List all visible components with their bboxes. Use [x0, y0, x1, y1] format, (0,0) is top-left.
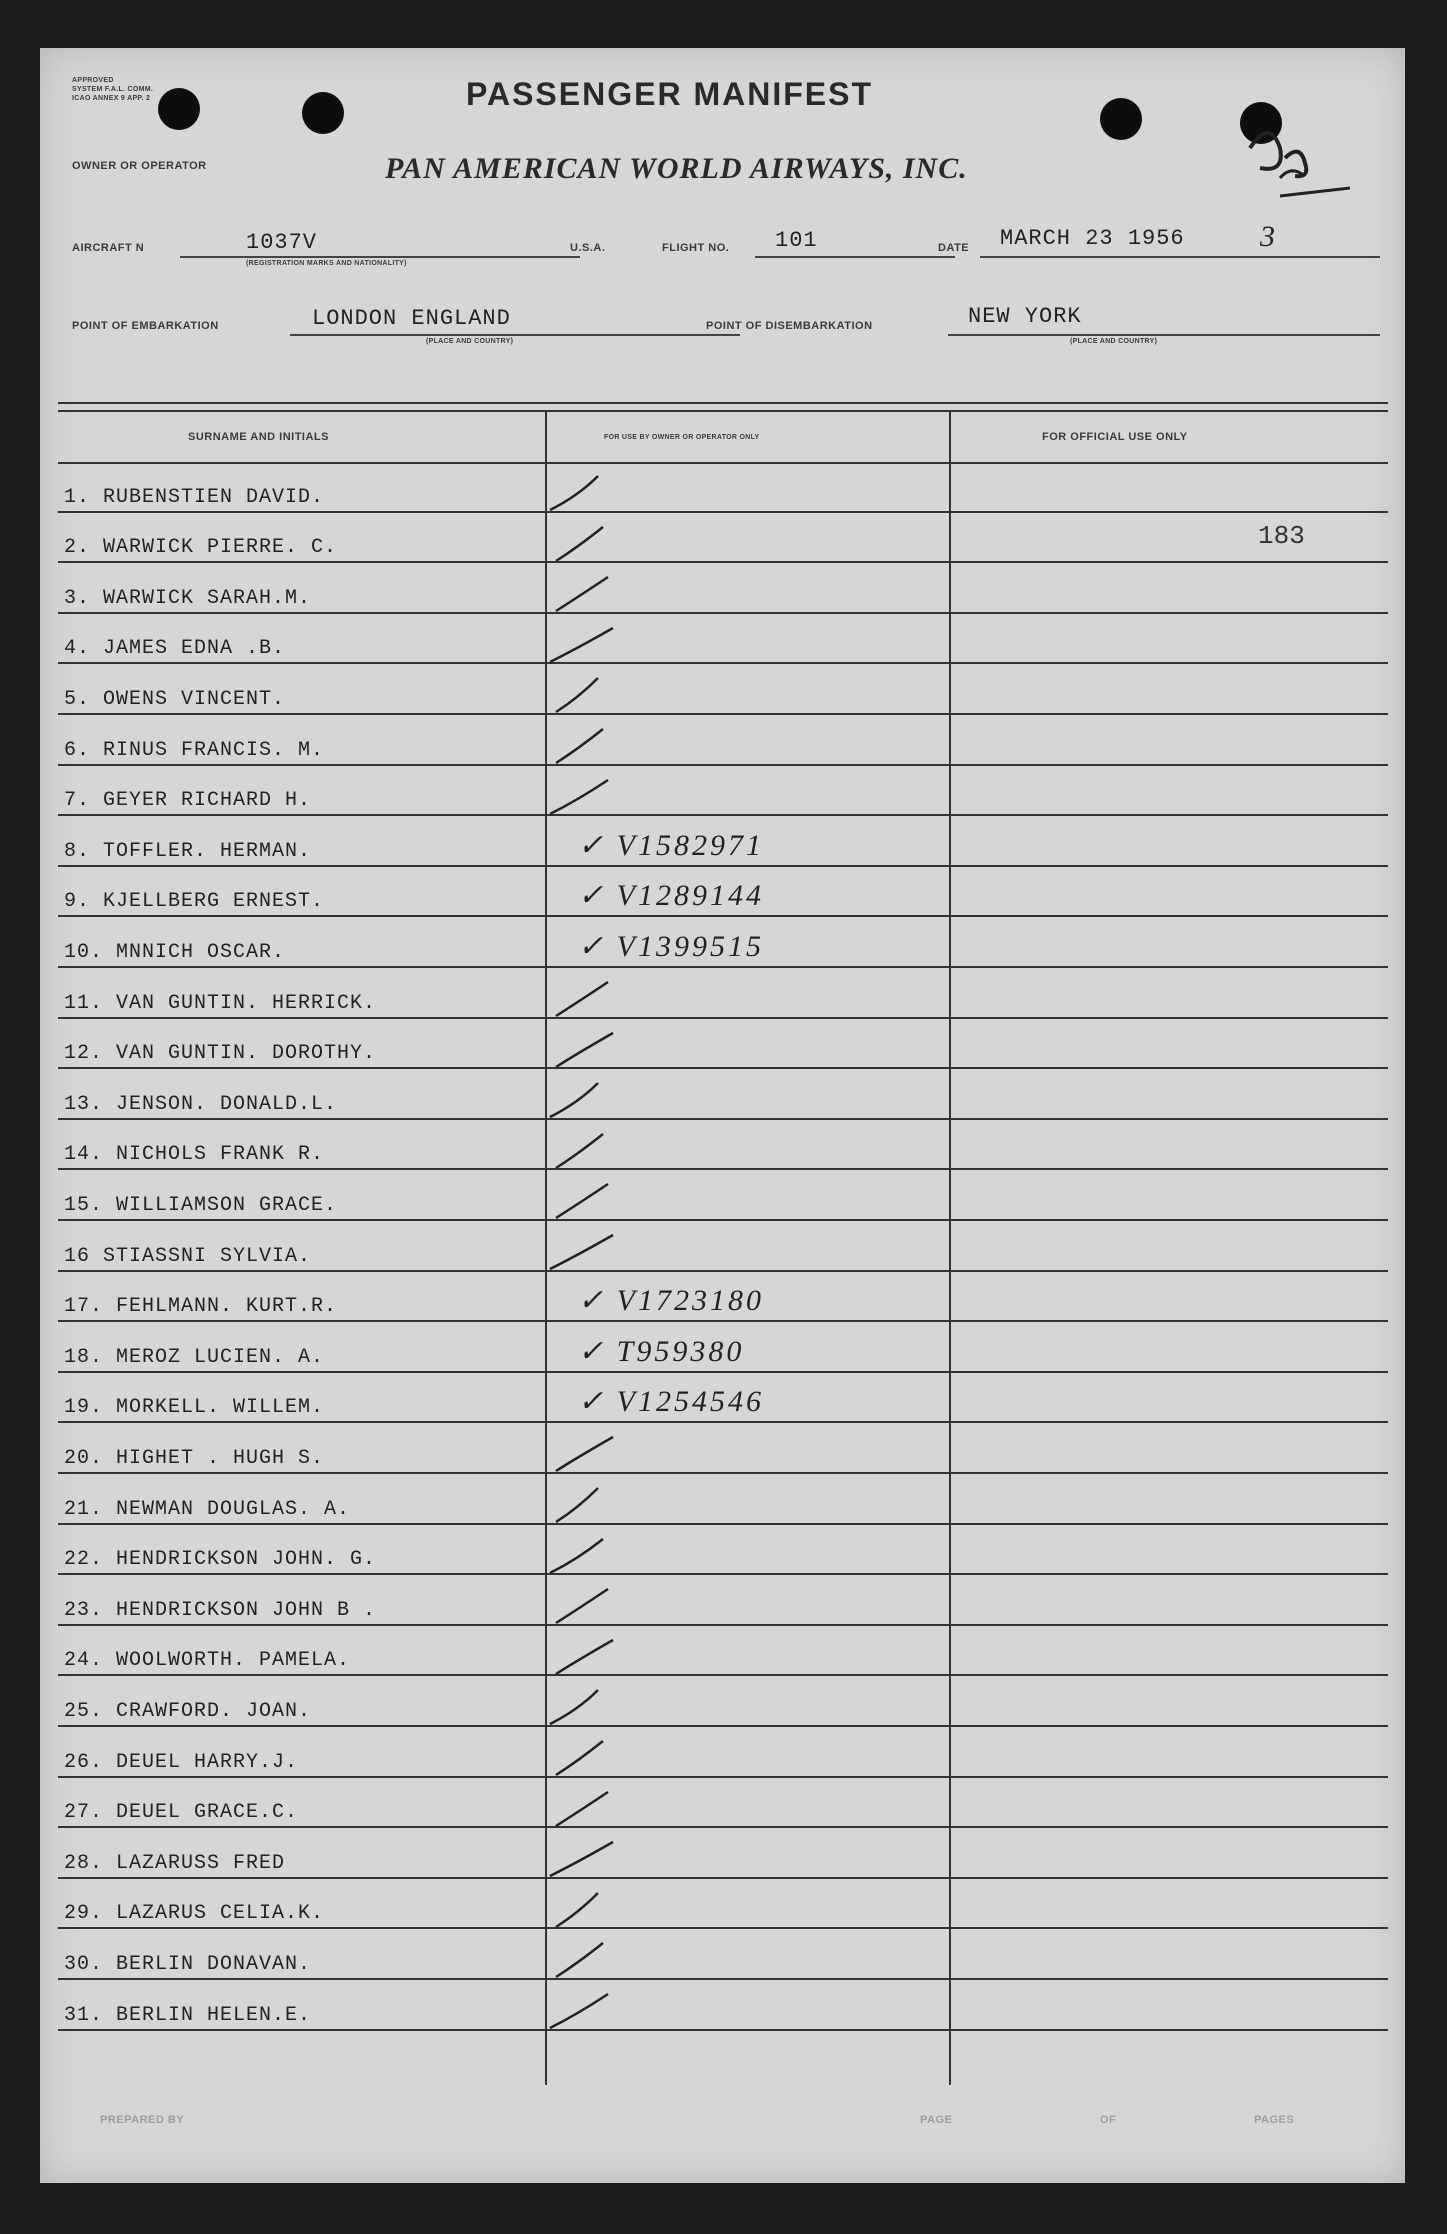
table-row — [58, 1272, 1388, 1323]
approved-line: APPROVED — [72, 77, 114, 84]
disembark-value: NEW YORK — [968, 304, 1082, 329]
check-stroke-mark — [538, 468, 638, 508]
passenger-name: 10. MNNICH OSCAR. — [64, 940, 286, 964]
column-header-owner-use: FOR USE BY OWNER OR OPERATOR ONLY — [604, 434, 760, 441]
sheet-mark: 3 — [1260, 220, 1275, 253]
passenger-name: 2. WARWICK PIERRE. C. — [64, 536, 338, 560]
passenger-name: 13. JENSON. DONALD.L. — [64, 1092, 338, 1116]
usa-label: U.S.A. — [570, 242, 606, 254]
passenger-name: 29. LAZARUS CELIA.K. — [64, 1902, 325, 1926]
embark-sub: (PLACE AND COUNTRY) — [426, 338, 514, 345]
check-stroke-mark — [538, 1784, 638, 1824]
check-stroke-mark — [538, 1935, 638, 1975]
table-row — [58, 563, 1388, 614]
table-row — [58, 1778, 1388, 1829]
table-row — [58, 816, 1388, 867]
check-stroke-mark — [538, 1227, 638, 1267]
form-title: PASSENGER MANIFEST — [466, 76, 873, 112]
check-stroke-mark — [538, 1986, 638, 2026]
check-stroke-mark — [538, 1581, 638, 1621]
disembark-label: POINT OF DISEMBARKATION — [706, 320, 873, 332]
punch-hole — [302, 92, 344, 134]
passenger-name: 16 STIASSNI SYLVIA. — [64, 1244, 312, 1268]
passenger-name: 3. WARWICK SARAH.M. — [64, 586, 312, 610]
table-row — [58, 1676, 1388, 1727]
check-stroke-mark — [538, 1126, 638, 1166]
passenger-name: 18. MEROZ LUCIEN. A. — [64, 1345, 325, 1369]
manifest-sheet — [40, 48, 1405, 2183]
pages-label: PAGES — [1254, 2114, 1295, 2126]
column-header-surname: SURNAME AND INITIALS — [188, 431, 329, 443]
check-stroke-mark — [538, 1885, 638, 1925]
passenger-name: 31. BERLIN HELEN.E. — [64, 2003, 312, 2027]
passenger-name: 11. VAN GUNTIN. HERRICK. — [64, 991, 377, 1015]
check-stroke-mark — [538, 1075, 638, 1115]
table-row — [58, 1525, 1388, 1576]
date-value: MARCH 23 1956 — [1000, 226, 1185, 251]
embark-value: LONDON ENGLAND — [312, 306, 511, 331]
passenger-name: 8. TOFFLER. HERMAN. — [64, 839, 312, 863]
check-stroke-mark — [538, 1480, 638, 1520]
table-row — [58, 1170, 1388, 1221]
check-stroke-mark — [538, 1025, 638, 1065]
aircraft-label: AIRCRAFT N — [72, 242, 145, 254]
check-stroke-mark — [538, 1682, 638, 1722]
check-stroke-mark — [538, 569, 638, 609]
passenger-name: 5. OWENS VINCENT. — [64, 687, 286, 711]
owner-use-entry: ✓ T959380 — [578, 1334, 745, 1368]
table-row — [58, 968, 1388, 1019]
check-stroke-mark — [538, 1531, 638, 1571]
passenger-name: 6. RINUS FRANCIS. M. — [64, 738, 325, 762]
check-stroke-mark — [538, 1632, 638, 1672]
passenger-name: 21. NEWMAN DOUGLAS. A. — [64, 1497, 351, 1521]
passenger-name: 28. LAZARUSS FRED — [64, 1851, 286, 1875]
owner-use-entry: ✓ V1399515 — [578, 929, 764, 963]
owner-label: OWNER OR OPERATOR — [72, 160, 207, 172]
page-label: PAGE — [920, 2114, 953, 2126]
passenger-name: 19. MORKELL. WILLEM. — [64, 1396, 325, 1420]
passenger-name: 4. JAMES EDNA .B. — [64, 637, 286, 661]
table-row — [58, 1069, 1388, 1120]
table-row — [58, 1322, 1388, 1373]
official-use-entry: 183 — [1258, 521, 1305, 552]
owner-use-entry: ✓ V1254546 — [578, 1385, 764, 1419]
owner-use-entry: ✓ V1289144 — [578, 879, 764, 913]
table-row — [58, 1221, 1388, 1272]
table-row — [58, 664, 1388, 715]
table-row — [58, 1474, 1388, 1525]
check-stroke-mark — [538, 1176, 638, 1216]
table-row — [58, 1626, 1388, 1677]
of-label: OF — [1100, 2114, 1117, 2126]
table-row — [58, 1727, 1388, 1778]
flight-value: 101 — [775, 228, 818, 253]
punch-hole — [1100, 98, 1142, 140]
table-row — [58, 1120, 1388, 1171]
table-row — [58, 1575, 1388, 1626]
prepared-by-label: PREPARED BY — [100, 2114, 185, 2126]
table-row — [58, 1373, 1388, 1424]
table-row — [58, 1423, 1388, 1474]
check-stroke-mark — [538, 974, 638, 1014]
passenger-name: 1. RUBENSTIEN DAVID. — [64, 485, 325, 509]
check-stroke-mark — [538, 620, 638, 660]
aircraft-sub: (REGISTRATION MARKS AND NATIONALITY) — [246, 260, 407, 267]
check-stroke-mark — [538, 1429, 638, 1469]
check-stroke-mark — [538, 519, 638, 559]
passenger-name: 23. HENDRICKSON JOHN B . — [64, 1598, 377, 1622]
approved-line: SYSTEM F.A.L. COMM. — [72, 86, 154, 93]
flight-label: FLIGHT NO. — [662, 242, 730, 254]
passenger-name: 30. BERLIN DONAVAN. — [64, 1952, 312, 1976]
table-row — [58, 1019, 1388, 1070]
passenger-name: 22. HENDRICKSON JOHN. G. — [64, 1548, 377, 1572]
table-row — [58, 766, 1388, 817]
check-stroke-mark — [538, 1733, 638, 1773]
owner-value: PAN AMERICAN WORLD AIRWAYS, INC. — [385, 152, 968, 185]
passenger-name: 20. HIGHET . HUGH S. — [64, 1446, 325, 1470]
passenger-name: 25. CRAWFORD. JOAN. — [64, 1699, 312, 1723]
passenger-name: 9. KJELLBERG ERNEST. — [64, 890, 325, 914]
table-row — [58, 715, 1388, 766]
owner-use-entry: ✓ V1723180 — [578, 1284, 764, 1318]
approved-line: ICAO ANNEX 9 APP. 2 — [72, 95, 151, 102]
check-stroke-mark — [538, 772, 638, 812]
disembark-sub: (PLACE AND COUNTRY) — [1070, 338, 1158, 345]
embark-label: POINT OF EMBARKATION — [72, 320, 219, 332]
check-stroke-mark — [538, 721, 638, 761]
approved-block — [72, 76, 153, 103]
passenger-name: 27. DEUEL GRACE.C. — [64, 1801, 299, 1825]
passenger-name: 26. DEUEL HARRY.J. — [64, 1750, 299, 1774]
passenger-name: 7. GEYER RICHARD H. — [64, 789, 312, 813]
passenger-name: 12. VAN GUNTIN. DOROTHY. — [64, 1042, 377, 1066]
handwritten-initials-mark — [1210, 88, 1360, 218]
table-row — [58, 1879, 1388, 1930]
passenger-name: 24. WOOLWORTH. PAMELA. — [64, 1649, 351, 1673]
date-label: DATE — [938, 242, 970, 254]
owner-use-entry: ✓ V1582971 — [578, 828, 764, 862]
table-row — [58, 1929, 1388, 1980]
column-header-official-use: FOR OFFICIAL USE ONLY — [1042, 431, 1188, 443]
punch-hole — [158, 88, 200, 130]
check-stroke-mark — [538, 1834, 638, 1874]
table-row — [58, 917, 1388, 968]
table-row — [58, 1980, 1388, 2031]
check-stroke-mark — [538, 670, 638, 710]
table-row — [58, 614, 1388, 665]
table-row — [58, 462, 1388, 513]
passenger-name: 17. FEHLMANN. KURT.R. — [64, 1295, 338, 1319]
aircraft-value: 1037V — [246, 230, 318, 255]
passenger-name: 15. WILLIAMSON GRACE. — [64, 1193, 338, 1217]
table-row — [58, 513, 1388, 564]
table-row — [58, 1828, 1388, 1879]
table-row — [58, 867, 1388, 918]
passenger-name: 14. NICHOLS FRANK R. — [64, 1143, 325, 1167]
